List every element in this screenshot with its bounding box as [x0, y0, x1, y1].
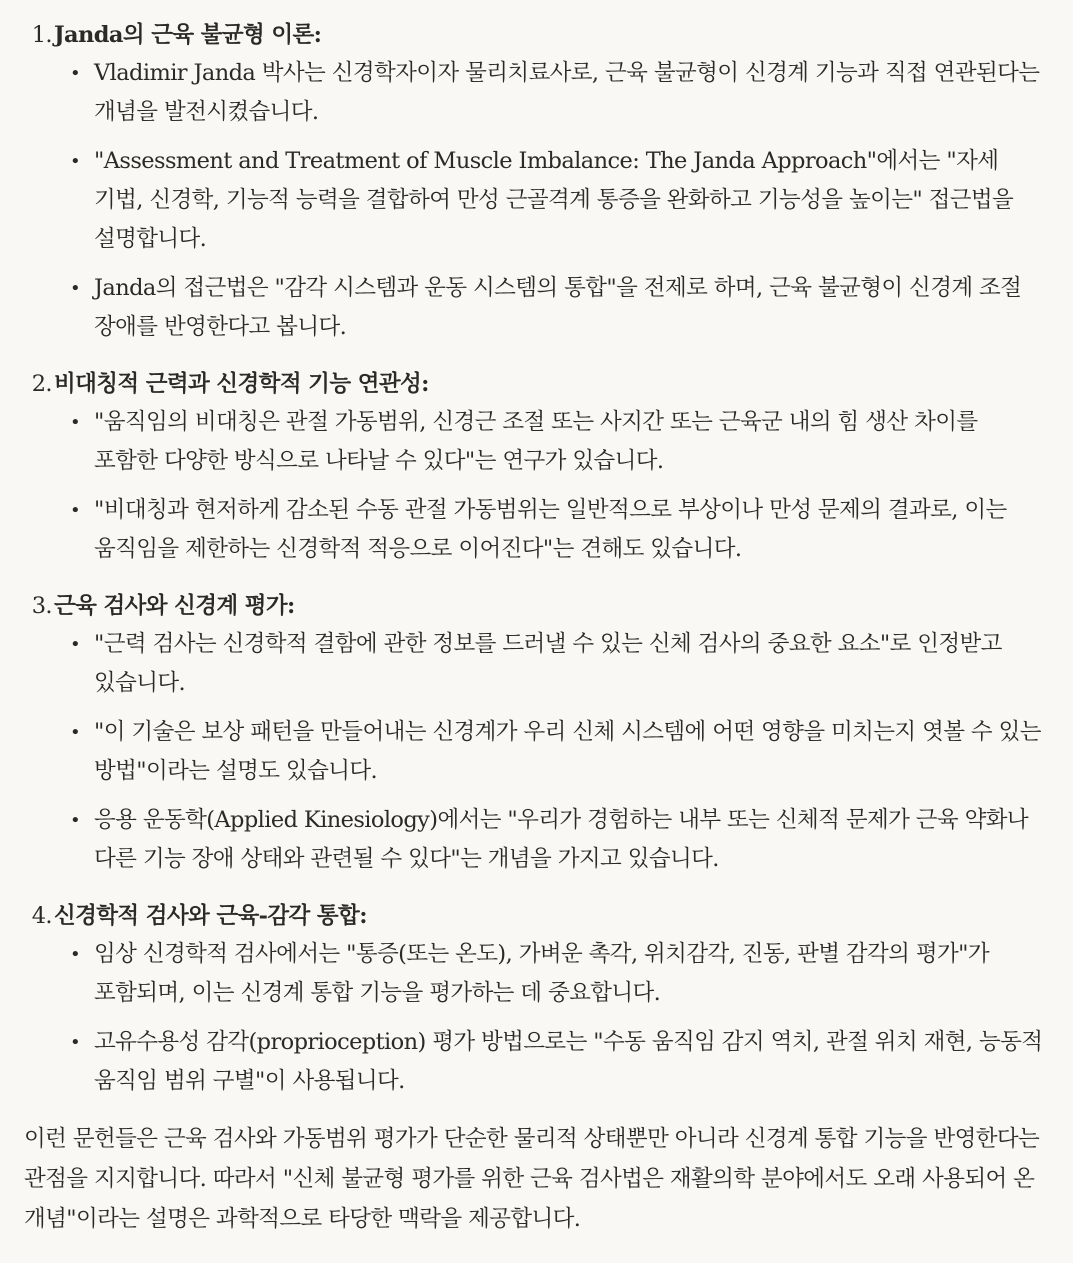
section-heading — [24, 897, 1043, 935]
list-item-text: "Assessment and Treatment of Muscle Imbalance: The Janda Approach"에서는 "자세 기법, 신경학, 기능적 능력을 결합하여 만성 근골격계 통증을 완화하고 기능성을 높이는" 접근법을 설명합니다. — [94, 148, 1014, 252]
list-item — [24, 491, 1043, 569]
bullet-icon: • — [69, 151, 80, 172]
bullet-list — [24, 935, 1043, 1101]
bullet-icon: • — [69, 634, 80, 655]
list-item — [24, 801, 1043, 879]
list-item-text: 응용 운동학(Applied Kinesiology)에서는 "우리가 경험하는 내부 또는 신체적 문제가 근육 약화나 다른 기능 장애 상태와 관련될 수 있다"는 개념을 가지고 있습니다. — [94, 807, 1029, 872]
list-item-text: 고유수용성 감각(proprioception) 평가 방법으로는 "수동 움직임 감지 역치, 관절 위치 재현, 능동적 움직임 범위 구별"이 사용됩니다. — [94, 1029, 1043, 1094]
list-item-text: Vladimir Janda 박사는 신경학자이자 물리치료사로, 근육 불균형이 신경계 기능과 직접 연관된다는 개념을 발전시켰습니다. — [94, 60, 1040, 125]
section-number: 1. — [31, 22, 52, 48]
list-item-text: "움직임의 비대칭은 관절 가동범위, 신경근 조절 또는 사지간 또는 근육군 내의 힘 생산 차이를 포함한 다양한 방식으로 나타날 수 있다"는 연구가 있습니다. — [94, 409, 978, 474]
list-item-text: "근력 검사는 신경학적 결함에 관한 정보를 드러낼 수 있는 신체 검사의 중요한 요소"로 인정받고 있습니다. — [94, 631, 1002, 696]
bullet-list — [24, 403, 1043, 569]
section-title: Janda의 근육 불균형 이론: — [54, 22, 322, 48]
section-list — [24, 16, 1043, 1101]
section-heading — [24, 16, 1043, 54]
section-number: 4. — [31, 903, 52, 929]
list-item — [24, 713, 1043, 791]
list-item — [24, 1023, 1043, 1101]
bullet-list — [24, 625, 1043, 879]
section — [24, 16, 1043, 347]
bullet-list — [24, 54, 1043, 347]
section-title: 비대칭적 근력과 신경학적 기능 연관성: — [54, 371, 429, 397]
list-item — [24, 625, 1043, 703]
bullet-icon: • — [69, 63, 80, 84]
list-item-text: Janda의 접근법은 "감각 시스템과 운동 시스템의 통합"을 전제로 하며, 근육 불균형이 신경계 조절 장애를 반영한다고 봅니다. — [94, 275, 1022, 340]
bullet-icon: • — [69, 722, 80, 743]
list-item — [24, 269, 1043, 347]
section — [24, 365, 1043, 569]
section-heading — [24, 365, 1043, 403]
section-number: 2. — [31, 371, 52, 397]
section-title: 근육 검사와 신경계 평가: — [54, 593, 295, 619]
list-item-text: "이 기술은 보상 패턴을 만들어내는 신경계가 우리 신체 시스템에 어떤 영향을 미치는지 엿볼 수 있는 방법"이라는 설명도 있습니다. — [94, 719, 1041, 784]
list-item — [24, 403, 1043, 481]
section-title: 신경학적 검사와 근육-감각 통합: — [54, 903, 367, 929]
section-heading — [24, 587, 1043, 625]
list-item — [24, 54, 1043, 132]
list-item-text: 임상 신경학적 검사에서는 "통증(또는 온도), 가벼운 촉각, 위치감각, 진동, 판별 감각의 평가"가 포함되며, 이는 신경계 통합 기능을 평가하는 데 중요합니다. — [94, 941, 989, 1006]
bullet-icon: • — [69, 810, 80, 831]
section — [24, 587, 1043, 879]
list-item — [24, 142, 1043, 259]
list-item-text: "비대칭과 현저하게 감소된 수동 관절 가동범위는 일반적으로 부상이나 만성 문제의 결과로, 이는 움직임을 제한하는 신경학적 적응으로 이어진다"는 견해도 있습니다. — [94, 497, 1007, 562]
summary-paragraph: 이런 문헌들은 근육 검사와 가동범위 평가가 단순한 물리적 상태뿐만 아니라 신경계 통합 기능을 반영한다는 관점을 지지합니다. 따라서 "신체 불균형 평가를 위한 근육 검사법은 재활의학 분야에서도 오래 사용되어 온 개념"이라는 설명은 과학적으로 타당한 맥락을 제공합니다. — [24, 1126, 1040, 1232]
bullet-icon: • — [69, 500, 80, 521]
bullet-icon: • — [69, 278, 80, 299]
bullet-icon: • — [69, 944, 80, 965]
section — [24, 897, 1043, 1101]
list-item — [24, 935, 1043, 1013]
bullet-icon: • — [69, 1032, 80, 1053]
bullet-icon: • — [69, 412, 80, 433]
section-number: 3. — [31, 593, 52, 619]
